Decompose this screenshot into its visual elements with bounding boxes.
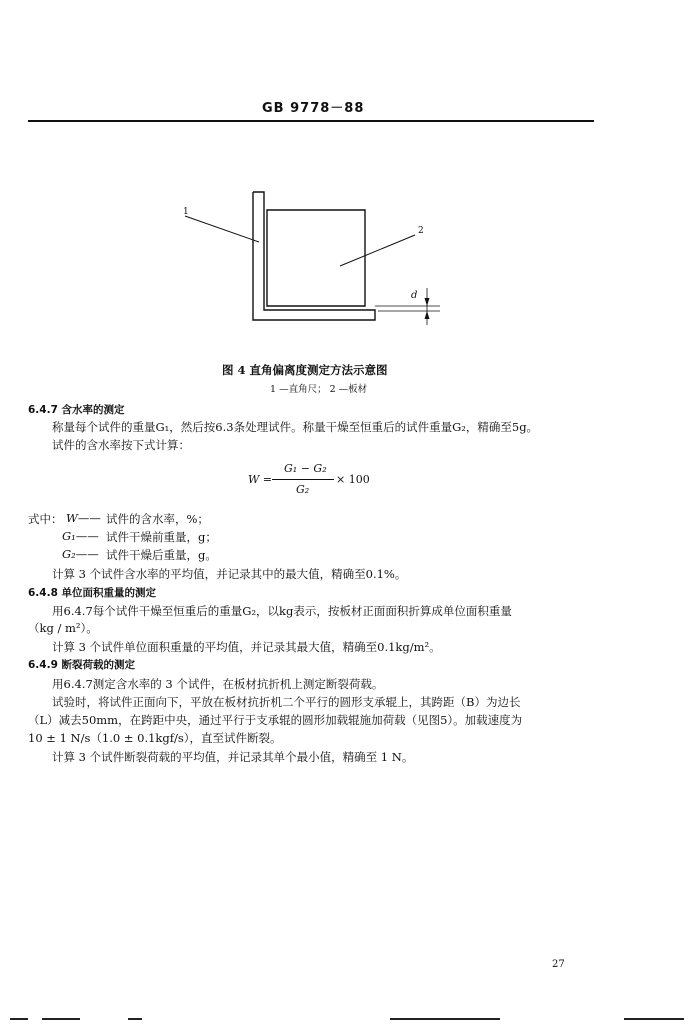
where-desc-g1: 试件干燥前重量，g； [106, 530, 217, 544]
paragraph: 试验时，将试件正面向下，平放在板材抗折机二个平行的圆形支承辊上，其跨距（B）为边长 [52, 695, 521, 709]
paragraph-continuation: 10 ± 1 N/s（1.0 ± 0.1kgf/s），直至试件断裂。 [28, 731, 282, 745]
page-number: 27 [552, 959, 565, 970]
where-label: 式中： [28, 512, 63, 526]
header-rule [28, 120, 594, 122]
figure-label-d: d [411, 290, 418, 301]
dimension-arrow-bottom [425, 311, 430, 319]
section-heading-6-4-7: 6.4.7 含水率的测定 [28, 404, 125, 416]
where-symbol-g1: G₁—— [62, 529, 99, 543]
scan-artifact [390, 1018, 500, 1020]
board-specimen [267, 210, 365, 306]
formula-factor: × 100 [336, 473, 370, 486]
paragraph: 用6.4.7测定含水率的 3 个试件，在板材抗折机上测定断裂荷载。 [52, 677, 384, 691]
where-symbol-w: W—— [66, 511, 101, 525]
figure-label-1: 1 [183, 207, 189, 217]
paragraph-continuation: （kg / m²）。 [28, 621, 98, 635]
where-desc-w: 试件的含水率，%； [106, 512, 209, 526]
scan-artifact [42, 1018, 80, 1020]
section-heading-6-4-9: 6.4.9 断裂荷载的测定 [28, 659, 136, 671]
paragraph: 用6.4.7每个试件干燥至恒重后的重量G₂，以kg表示，按板材正面面积折算成单位面积重量 [52, 604, 512, 618]
figure-label-2: 2 [418, 226, 424, 236]
leader-line-1 [185, 216, 259, 242]
formula-lhs: W = [248, 473, 273, 486]
figure-legend: 1 —直角尺； 2 —板材 [270, 384, 368, 395]
scan-artifact [10, 1018, 28, 1020]
paragraph: 计算 3 个试件断裂荷载的平均值，并记录其单个最小值，精确至 1 N。 [52, 750, 414, 764]
leader-line-2 [340, 235, 415, 266]
formula-denominator: G₂ [296, 483, 310, 496]
where-desc-g2: 试件干燥后重量，g。 [106, 548, 217, 562]
paragraph: 计算 3 个试件单位面积重量的平均值，并记录其最大值，精确至0.1kg/m²。 [52, 640, 441, 654]
scan-artifact [624, 1018, 684, 1020]
paragraph-continuation: （L）减去50mm，在跨距中央，通过平行于支承辊的圆形加载辊施加荷载（见图5）。加载速度为 [28, 713, 523, 727]
scan-artifact [128, 1018, 142, 1020]
paragraph: 计算 3 个试件含水率的平均值，并记录其中的最大值，精确至0.1%。 [52, 567, 407, 581]
formula-numerator: G₁ − G₂ [284, 462, 327, 475]
standard-number-header: GB 9778－88 [262, 101, 365, 116]
where-symbol-g2: G₂—— [62, 547, 99, 561]
paragraph: 称量每个试件的重量G₁，然后按6.3条处理试件。称量干燥至恒重后的试件重量G₂，精确至5g。 [52, 420, 539, 434]
square-ruler [253, 192, 375, 320]
paragraph: 试件的含水率按下式计算： [52, 438, 190, 452]
figure-caption: 图 4 直角偏离度测定方法示意图 [222, 363, 388, 377]
figure-4-diagram [150, 190, 450, 340]
fraction-bar [272, 479, 334, 480]
dimension-arrow-top [425, 298, 430, 306]
section-heading-6-4-8: 6.4.8 单位面积重量的测定 [28, 587, 157, 599]
